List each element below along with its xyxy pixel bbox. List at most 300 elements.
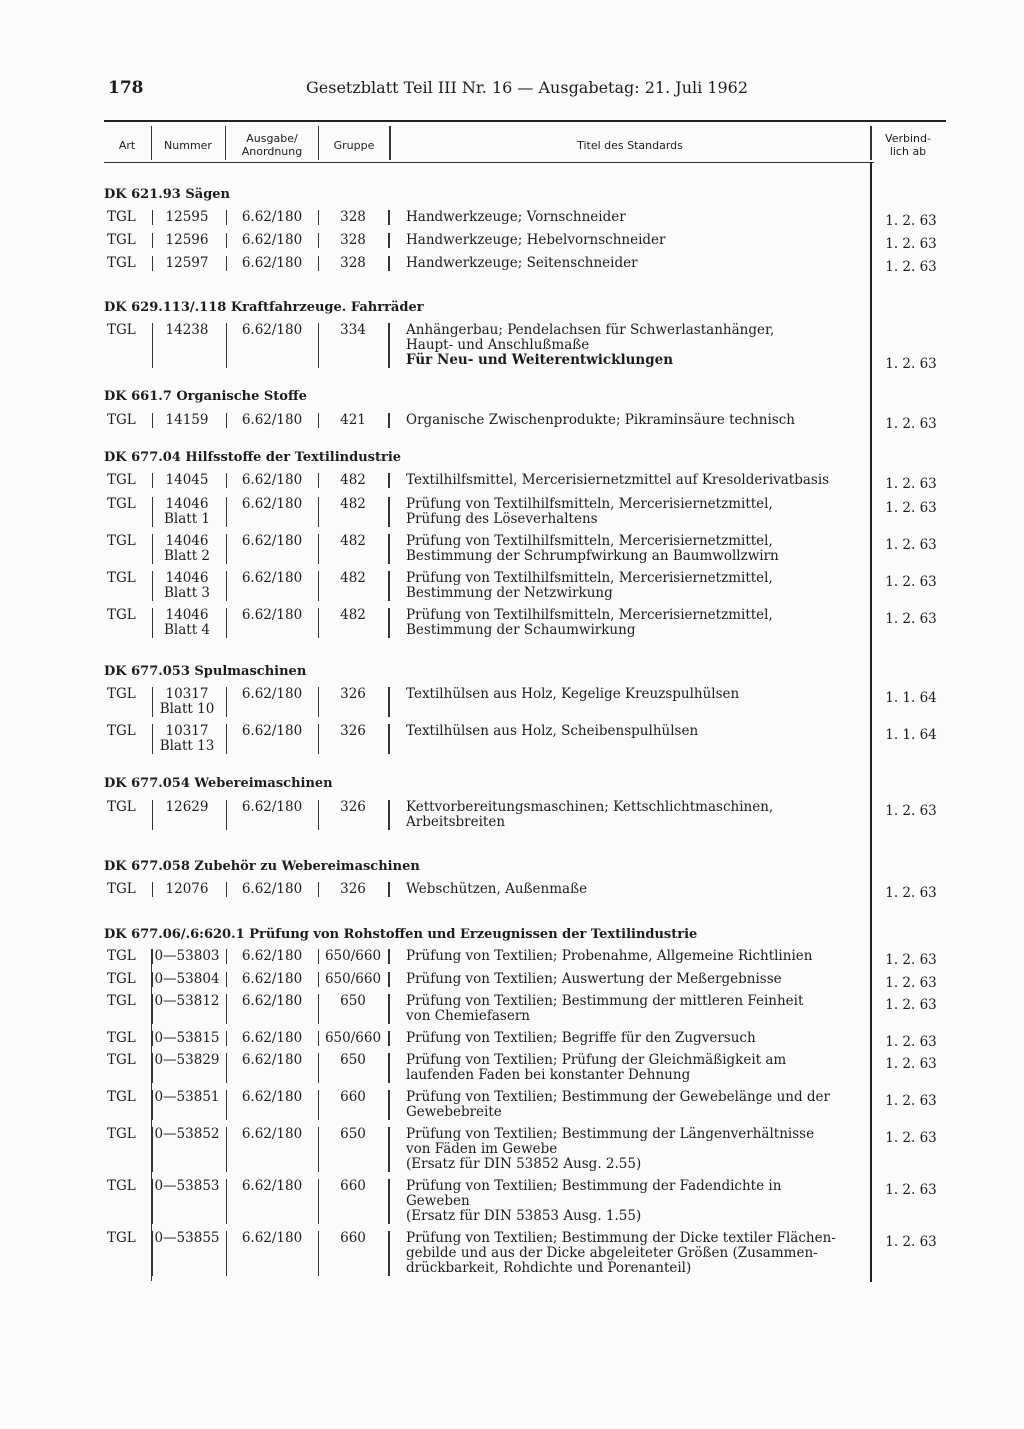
row-divider	[226, 1231, 227, 1276]
row-divider	[318, 210, 319, 225]
group-cell: 650/660	[324, 971, 382, 987]
title-line: von Chemiefasern	[406, 1008, 530, 1024]
edition-cell: 6.62/180	[241, 799, 303, 815]
row-divider	[318, 1179, 319, 1224]
row-divider	[152, 1127, 153, 1172]
effective-date-cell: 1. 2. 63	[885, 1130, 937, 1146]
title-cell	[406, 800, 861, 830]
number-cell	[152, 1179, 222, 1194]
number-cell	[152, 571, 222, 601]
art-cell: TGL	[107, 1178, 136, 1194]
group-cell: 650	[340, 993, 366, 1009]
row-divider	[152, 687, 153, 717]
title-line: Prüfung von Textilien; Bestimmung der mittleren Feinheit	[406, 993, 804, 1009]
standard-number: 12076	[165, 881, 209, 897]
standard-number: 12629	[165, 799, 209, 815]
row-divider	[318, 972, 319, 987]
row-divider	[152, 1179, 153, 1224]
row-divider	[152, 534, 153, 564]
edition-cell: 6.62/180	[241, 472, 303, 488]
group-cell: 328	[340, 255, 366, 271]
effective-date-cell: 1. 2. 63	[885, 574, 937, 590]
edition-cell: 6.62/180	[241, 1230, 303, 1246]
effective-date-cell: 1. 2. 63	[885, 259, 937, 275]
effective-date-cell: 1. 2. 63	[885, 803, 937, 819]
title-line: Bestimmung der Schrumpfwirkung an Baumwollzwirn	[406, 548, 779, 564]
row-divider	[318, 233, 319, 248]
standard-number: 0—53812	[154, 993, 220, 1009]
row-divider	[226, 949, 227, 964]
group-cell: 482	[340, 533, 366, 549]
row-divider	[226, 233, 227, 248]
edition-cell: 6.62/180	[241, 1178, 303, 1194]
number-cell	[152, 1127, 222, 1142]
col-header-art: Art	[118, 138, 136, 152]
sheet-number: Blatt 2	[163, 548, 211, 564]
group-cell: 334	[340, 322, 366, 338]
title-line: Prüfung von Textilhilfsmitteln, Mercerisiernetzmittel,	[406, 607, 773, 623]
row-divider	[226, 323, 227, 368]
row-divider	[318, 256, 319, 271]
group-cell: 660	[340, 1178, 366, 1194]
row-divider	[226, 1031, 227, 1046]
row-divider	[388, 1231, 390, 1276]
row-divider	[318, 608, 319, 638]
effective-date-cell: 1. 2. 63	[885, 213, 937, 229]
row-divider	[152, 882, 153, 897]
edition-cell: 6.62/180	[241, 322, 303, 338]
title-line: Prüfung von Textilien; Bestimmung der Fadendichte in	[406, 1178, 782, 1194]
row-divider	[226, 1090, 227, 1120]
row-divider	[318, 949, 319, 964]
group-cell: 328	[340, 232, 366, 248]
title-line: Organische Zwischenprodukte; Pikraminsäure technisch	[406, 412, 795, 428]
row-divider	[226, 256, 227, 271]
row-divider	[318, 473, 319, 488]
section-title: DK 629.113/.118 Kraftfahrzeuge. Fahrräder	[104, 300, 424, 315]
row-divider	[226, 413, 227, 428]
row-divider	[318, 1090, 319, 1120]
art-cell: TGL	[107, 1126, 136, 1142]
row-divider	[318, 687, 319, 717]
row-divider	[226, 994, 227, 1024]
title-cell	[406, 608, 861, 638]
row-divider	[318, 800, 319, 830]
number-cell	[152, 1090, 222, 1105]
standard-number: 0—53804	[154, 971, 220, 987]
row-divider	[152, 1090, 153, 1120]
effective-date-cell: 1. 1. 64	[885, 690, 937, 706]
row-divider	[226, 1127, 227, 1172]
section-title: DK 677.054 Webereimaschinen	[104, 776, 333, 791]
sheet-number: Blatt 13	[159, 738, 215, 754]
row-divider	[226, 497, 227, 527]
group-cell: 326	[340, 686, 366, 702]
title-line: gebilde und aus der Dicke abgeleiteter Größen (Zusammen-	[406, 1245, 818, 1261]
row-divider	[152, 323, 153, 368]
title-line: Geweben	[406, 1193, 470, 1209]
number-cell	[152, 687, 222, 717]
row-divider	[318, 1031, 319, 1046]
row-divider	[388, 210, 390, 225]
title-cell	[406, 687, 861, 702]
row-divider	[388, 497, 390, 527]
art-cell: TGL	[107, 232, 136, 248]
row-divider	[226, 882, 227, 897]
standard-number: 12597	[165, 255, 209, 271]
group-cell: 482	[340, 607, 366, 623]
number-cell	[152, 972, 222, 987]
row-divider	[388, 323, 390, 368]
row-divider	[226, 800, 227, 830]
title-cell	[406, 1179, 861, 1224]
effective-date-cell: 1. 2. 63	[885, 611, 937, 627]
edition-cell: 6.62/180	[241, 948, 303, 964]
group-cell: 482	[340, 570, 366, 586]
number-cell	[152, 413, 222, 428]
running-title: Gesetzblatt Teil III Nr. 16 — Ausgabetag: 21. Juli 1962	[306, 78, 749, 97]
col-header-gruppe: Gruppe	[333, 138, 375, 152]
row-divider	[318, 1231, 319, 1276]
title-line: Prüfung von Textilien; Auswertung der Meßergebnisse	[406, 971, 782, 987]
standard-number: 0—53851	[154, 1089, 220, 1105]
row-divider	[152, 949, 153, 964]
title-line: Handwerkzeuge; Hebelvornschneider	[406, 232, 666, 248]
title-line: Haupt- und Anschlußmaße	[406, 337, 590, 353]
title-line: laufenden Faden bei konstanter Dehnung	[406, 1067, 691, 1083]
title-line: Prüfung von Textilien; Bestimmung der Längenverhältnisse	[406, 1126, 815, 1142]
edition-cell: 6.62/180	[241, 971, 303, 987]
title-cell	[406, 949, 861, 964]
group-cell: 650/660	[324, 948, 382, 964]
section-title: DK 677.053 Spulmaschinen	[104, 664, 307, 679]
art-cell: TGL	[107, 723, 136, 739]
standard-number: 14046	[165, 533, 209, 549]
row-divider	[318, 323, 319, 368]
row-divider	[388, 473, 390, 488]
standard-number: 12595	[165, 209, 209, 225]
row-divider	[226, 724, 227, 754]
title-cell	[406, 1053, 861, 1083]
standard-number: 14046	[165, 570, 209, 586]
row-divider	[318, 724, 319, 754]
title-cell	[406, 882, 861, 897]
title-line: Kettvorbereitungsmaschinen; Kettschlichtmaschinen,	[406, 799, 774, 815]
row-divider	[388, 994, 390, 1024]
standard-number: 0—53829	[154, 1052, 220, 1068]
sheet-number: Blatt 4	[163, 622, 211, 638]
art-cell: TGL	[107, 948, 136, 964]
effective-date-cell: 1. 2. 63	[885, 537, 937, 553]
group-cell: 650/660	[324, 1030, 382, 1046]
title-cell	[406, 210, 861, 225]
art-cell: TGL	[107, 496, 136, 512]
effective-date-cell: 1. 2. 63	[885, 356, 937, 372]
standard-number: 0—53852	[154, 1126, 220, 1142]
header-bottom-rule	[104, 162, 874, 163]
edition-cell: 6.62/180	[241, 496, 303, 512]
number-cell	[152, 534, 222, 564]
row-divider	[226, 571, 227, 601]
title-cell	[406, 413, 861, 428]
art-cell: TGL	[107, 322, 136, 338]
art-cell: TGL	[107, 255, 136, 271]
number-cell	[152, 256, 222, 271]
standard-number: 0—53853	[154, 1178, 220, 1194]
page-number: 178	[108, 78, 144, 98]
title-cell	[406, 473, 861, 488]
row-divider	[388, 724, 390, 754]
edition-cell: 6.62/180	[241, 607, 303, 623]
title-line: Prüfung des Löseverhaltens	[406, 511, 598, 527]
title-line: Prüfung von Textilien; Probenahme, Allgemeine Richtlinien	[406, 948, 813, 964]
title-cell	[406, 323, 861, 368]
row-divider	[388, 1127, 390, 1172]
group-cell: 328	[340, 209, 366, 225]
title-cell	[406, 571, 861, 601]
row-divider	[152, 497, 153, 527]
art-cell: TGL	[107, 993, 136, 1009]
effective-date-cell: 1. 2. 63	[885, 236, 937, 252]
section-title: DK 661.7 Organische Stoffe	[104, 389, 307, 404]
title-line: Arbeitsbreiten	[406, 814, 506, 830]
effective-date-cell: 1. 2. 63	[885, 416, 937, 432]
title-cell	[406, 534, 861, 564]
art-cell: TGL	[107, 570, 136, 586]
title-note: Für Neu- und Weiterentwicklungen	[406, 352, 674, 368]
number-cell	[152, 1053, 222, 1068]
edition-cell: 6.62/180	[241, 1030, 303, 1046]
title-line: Textilhülsen aus Holz, Scheibenspulhülsen	[406, 723, 699, 739]
section-title: DK 677.06/.6:620.1 Prüfung von Rohstoffen und Erzeugnissen der Textilindustrie	[104, 927, 698, 942]
col-header-verbindlich: Verbind- lich ab	[885, 132, 931, 158]
title-line: (Ersatz für DIN 53852 Ausg. 2.55)	[406, 1156, 642, 1172]
row-divider	[152, 473, 153, 488]
title-cell	[406, 233, 861, 248]
row-divider	[318, 413, 319, 428]
group-cell: 326	[340, 723, 366, 739]
number-cell	[152, 608, 222, 638]
row-divider	[388, 800, 390, 830]
effective-date-cell: 1. 2. 63	[885, 476, 937, 492]
number-cell	[152, 949, 222, 964]
number-cell	[152, 724, 222, 754]
row-divider	[318, 882, 319, 897]
title-line: Prüfung von Textilhilfsmitteln, Mercerisiernetzmittel,	[406, 570, 773, 586]
edition-cell: 6.62/180	[241, 1089, 303, 1105]
row-divider	[318, 497, 319, 527]
row-divider	[152, 1231, 153, 1276]
group-cell: 650	[340, 1126, 366, 1142]
standard-number: 10317	[165, 723, 209, 739]
edition-cell: 6.62/180	[241, 881, 303, 897]
art-cell: TGL	[107, 412, 136, 428]
row-divider	[152, 994, 153, 1024]
row-divider	[318, 571, 319, 601]
art-cell: TGL	[107, 971, 136, 987]
row-divider	[152, 1053, 153, 1083]
group-cell: 650	[340, 1052, 366, 1068]
edition-cell: 6.62/180	[241, 1052, 303, 1068]
art-cell: TGL	[107, 209, 136, 225]
effective-date-cell: 1. 2. 63	[885, 1182, 937, 1198]
edition-cell: 6.62/180	[241, 570, 303, 586]
number-cell	[152, 497, 222, 527]
sheet-number: Blatt 3	[163, 585, 211, 601]
effective-date-cell: 1. 2. 63	[885, 975, 937, 991]
row-divider	[318, 534, 319, 564]
standard-number: 10317	[165, 686, 209, 702]
effective-date-cell: 1. 2. 63	[885, 885, 937, 901]
row-divider	[318, 994, 319, 1024]
row-divider	[388, 949, 390, 964]
group-cell: 326	[340, 799, 366, 815]
effective-date-cell: 1. 2. 63	[885, 952, 937, 968]
title-line: Handwerkzeuge; Vornschneider	[406, 209, 626, 225]
title-line: Prüfung von Textilhilfsmitteln, Mercerisiernetzmittel,	[406, 496, 773, 512]
row-divider	[318, 1127, 319, 1172]
art-cell: TGL	[107, 799, 136, 815]
edition-cell: 6.62/180	[241, 723, 303, 739]
standard-number: 14046	[165, 607, 209, 623]
edition-cell: 6.62/180	[241, 533, 303, 549]
section-title: DK 677.04 Hilfsstoffe der Textilindustrie	[104, 450, 402, 465]
row-divider	[152, 233, 153, 248]
number-cell	[152, 882, 222, 897]
header-rule	[104, 120, 946, 122]
title-line: Prüfung von Textilien; Prüfung der Gleichmäßigkeit am	[406, 1052, 787, 1068]
edition-cell: 6.62/180	[241, 993, 303, 1009]
title-cell	[406, 1127, 861, 1172]
effective-date-cell: 1. 2. 63	[885, 500, 937, 516]
title-line: Prüfung von Textilien; Bestimmung der Dicke textiler Flächen-	[406, 1230, 836, 1246]
art-cell: TGL	[107, 1230, 136, 1246]
column-guide	[151, 949, 152, 1281]
standard-number: 14238	[165, 322, 209, 338]
title-line: Handwerkzeuge; Seitenschneider	[406, 255, 638, 271]
number-cell	[152, 800, 222, 815]
title-cell	[406, 256, 861, 271]
sheet-number: Blatt 10	[159, 701, 215, 717]
number-cell	[152, 233, 222, 248]
edition-cell: 6.62/180	[241, 686, 303, 702]
effective-date-cell: 1. 2. 63	[885, 997, 937, 1013]
title-cell	[406, 972, 861, 987]
row-divider	[152, 413, 153, 428]
row-divider	[152, 608, 153, 638]
sheet-number: Blatt 1	[163, 511, 211, 527]
date-column-rule	[870, 162, 872, 1282]
row-divider	[388, 972, 390, 987]
standard-number: 0—53815	[154, 1030, 220, 1046]
effective-date-cell: 1. 2. 63	[885, 1234, 937, 1250]
effective-date-cell: 1. 2. 63	[885, 1034, 937, 1050]
title-cell	[406, 1031, 861, 1046]
row-divider	[152, 571, 153, 601]
title-line: Bestimmung der Schaumwirkung	[406, 622, 636, 638]
edition-cell: 6.62/180	[241, 232, 303, 248]
title-line: Textilhülsen aus Holz, Kegelige Kreuzspulhülsen	[406, 686, 740, 702]
title-line: drückbarkeit, Rohdichte und Porenanteil)	[406, 1260, 692, 1276]
row-divider	[226, 210, 227, 225]
number-cell	[152, 1231, 222, 1246]
row-divider	[152, 800, 153, 830]
group-cell: 482	[340, 472, 366, 488]
page-header	[108, 78, 868, 100]
title-line: Webschützen, Außenmaße	[406, 881, 588, 897]
art-cell: TGL	[107, 1030, 136, 1046]
edition-cell: 6.62/180	[241, 255, 303, 271]
standard-number: 14045	[165, 472, 209, 488]
row-divider	[388, 534, 390, 564]
row-divider	[388, 1053, 390, 1083]
row-divider	[388, 608, 390, 638]
title-cell	[406, 724, 861, 739]
row-divider	[388, 233, 390, 248]
title-line: Prüfung von Textilhilfsmitteln, Mercerisiernetzmittel,	[406, 533, 773, 549]
title-cell	[406, 1231, 861, 1276]
art-cell: TGL	[107, 607, 136, 623]
row-divider	[388, 571, 390, 601]
title-line: Anhängerbau; Pendelachsen für Schwerlastanhänger,	[406, 322, 775, 338]
row-divider	[226, 972, 227, 987]
group-cell: 660	[340, 1089, 366, 1105]
row-divider	[152, 1031, 153, 1046]
standard-number: 14159	[165, 412, 209, 428]
row-divider	[388, 1179, 390, 1224]
title-line: Textilhilfsmittel, Mercerisiernetzmittel auf Kresolderivatbasis	[406, 472, 830, 488]
row-divider	[318, 1053, 319, 1083]
row-divider	[388, 1090, 390, 1120]
number-cell	[152, 994, 222, 1009]
number-cell	[152, 323, 222, 338]
number-cell	[152, 473, 222, 488]
row-divider	[388, 687, 390, 717]
row-divider	[226, 1053, 227, 1083]
row-divider	[388, 882, 390, 897]
row-divider	[226, 473, 227, 488]
group-cell: 421	[340, 412, 366, 428]
effective-date-cell: 1. 2. 63	[885, 1093, 937, 1109]
col-header-ausgabe: Ausgabe/ Anordnung	[241, 132, 303, 158]
row-divider	[388, 256, 390, 271]
title-line: Gewebebreite	[406, 1104, 502, 1120]
row-divider	[152, 972, 153, 987]
row-divider	[152, 724, 153, 754]
art-cell: TGL	[107, 1089, 136, 1105]
title-line: Prüfung von Textilien; Bestimmung der Gewebelänge und der	[406, 1089, 830, 1105]
number-cell	[152, 1031, 222, 1046]
row-divider	[226, 608, 227, 638]
title-cell	[406, 1090, 861, 1120]
effective-date-cell: 1. 2. 63	[885, 1056, 937, 1072]
standard-number: 14046	[165, 496, 209, 512]
group-cell: 326	[340, 881, 366, 897]
row-divider	[388, 413, 390, 428]
art-cell: TGL	[107, 1052, 136, 1068]
col-header-titel: Titel des Standards	[577, 138, 683, 152]
standard-number: 0—53855	[154, 1230, 220, 1246]
art-cell: TGL	[107, 472, 136, 488]
row-divider	[152, 210, 153, 225]
row-divider	[226, 687, 227, 717]
group-cell: 660	[340, 1230, 366, 1246]
section-title: DK 621.93 Sägen	[104, 187, 231, 202]
title-line: (Ersatz für DIN 53853 Ausg. 1.55)	[406, 1208, 642, 1224]
title-line: von Fäden im Gewebe	[406, 1141, 558, 1157]
edition-cell: 6.62/180	[241, 1126, 303, 1142]
group-cell: 482	[340, 496, 366, 512]
